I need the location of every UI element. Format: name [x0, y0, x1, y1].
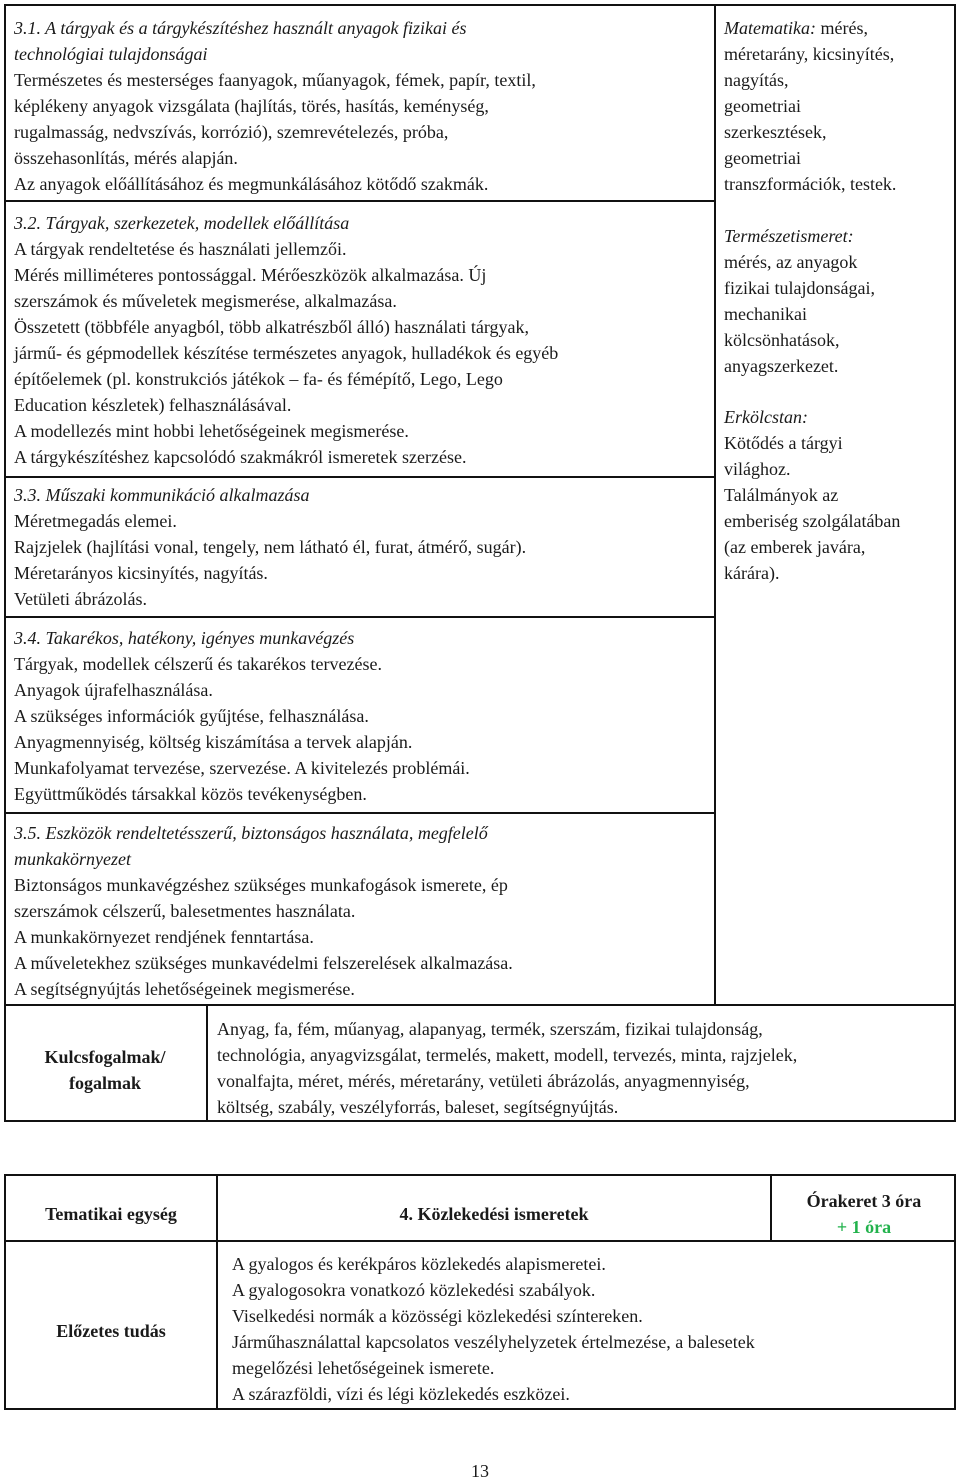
section-text: A munkakörnyezet rendjének fenntartása. [14, 927, 314, 947]
section-text: Természetes és mesterséges faanyagok, műanyagok, fémek, papír, textil, [14, 70, 536, 90]
section-text: Az anyagok előállításához és megmunkálásához kötődő szakmák. [14, 174, 489, 194]
section-text: Méretmegadás elemei. [14, 511, 177, 531]
section-text: Együttműködés társakkal közös tevékenységben. [14, 784, 367, 804]
connection-text: kárára). [724, 563, 780, 583]
prior-knowledge-label: Előzetes tudás [56, 1321, 166, 1341]
connection-text: Találmányok az [724, 485, 839, 505]
section-text: Biztonságos munkavégzéshez szükséges munkafogások ismerete, ép [14, 875, 508, 895]
section-text: Education készletek) felhasználásával. [14, 395, 292, 415]
section-3-2 [14, 210, 709, 470]
section-text: Anyagmennyiség, költség kiszámítása a tervek alapján. [14, 732, 413, 752]
connection-text: mérés, az anyagok [724, 252, 858, 272]
section-text: A műveletekhez szükséges munkavédelmi felszerelések alkalmazása. [14, 953, 513, 973]
connection-text: anyagszerkezet. [724, 356, 839, 376]
section-text: A tárgykészítéshez kapcsolódó szakmákról ismeretek szerzése. [14, 447, 467, 467]
unit-title: 4. Közlekedési ismeretek [399, 1204, 589, 1224]
section-text: Rajzjelek (hajlítási vonal, tengely, nem látható él, furat, átmérő, sugár). [14, 537, 527, 557]
connection-label: Természetismeret: [724, 226, 854, 246]
key-concepts-label: Kulcsfogalmak/ fogalmak [44, 1047, 166, 1093]
connection-text: méretarány, kicsinyítés, [724, 44, 895, 64]
row-divider [4, 1240, 956, 1242]
connection-ethics [724, 404, 954, 586]
section-divider [4, 476, 714, 478]
section-text: A segítségnyújtás lehetőségeinek megismerése. [14, 979, 355, 999]
section-divider [4, 200, 714, 202]
connection-label: Matematika: [724, 18, 816, 38]
section-divider [4, 812, 714, 814]
unit-label: Tematikai egység [45, 1204, 177, 1224]
section-title: 3.4. Takarékos, hatékony, igényes munkavégzés [14, 628, 355, 648]
prior-knowledge-text: A gyalogos és kerékpáros közlekedés alapismeretei. A gyalogosokra vonatkozó közlekedési szabályok. Viselkedési normák a közösségi közlekedési színtereken. Járműhasználattal kapcsolatos veszélyhelyzetek értelmezése, a balesetek megelőzési lehetőségeinek ismerete. A szárazföldi, vízi és légi közlekedés eszközei. [232, 1254, 755, 1404]
section-text: építőelemek (pl. konstrukciós játékok – fa- és fémépítő, Lego, Lego [14, 369, 503, 389]
column-divider [206, 1004, 208, 1122]
section-title: munkakörnyezet [14, 849, 131, 869]
connection-text: mechanikai [724, 304, 807, 324]
section-3-4 [14, 625, 709, 807]
section-3-3 [14, 482, 709, 612]
section-text: Méretarányos kicsinyítés, nagyítás. [14, 563, 268, 583]
connection-text: transzformációk, testek. [724, 174, 897, 194]
section-title: 3.1. A tárgyak és a tárgykészítéshez használt anyagok fizikai és [14, 18, 467, 38]
section-text: szerszámok és műveletek megismerése, alkalmazása. [14, 291, 397, 311]
section-text: jármű- és gépmodellek készítése természetes anyagok, hulladékok és egyéb [14, 343, 559, 363]
connection-text: geometriai [724, 96, 801, 116]
section-text: Anyagok újrafelhasználása. [14, 680, 213, 700]
section-text: rugalmasság, nedvszívás, korrózió), szemrevételezés, próba, [14, 122, 449, 142]
connection-text: kölcsönhatások, [724, 330, 840, 350]
hours-label: Órakeret 3 óra [806, 1191, 922, 1211]
section-text: képlékeny anyagok vizsgálata (hajlítás, törés, hasítás, keménység, [14, 96, 489, 116]
section-text: Mérés milliméteres pontossággal. Mérőeszközök alkalmazása. Új [14, 265, 487, 285]
section-text: A tárgyak rendeltetése és használati jellemzői. [14, 239, 347, 259]
section-text: Vetületi ábrázolás. [14, 589, 147, 609]
connection-text: fizikai tulajdonságai, [724, 278, 875, 298]
connection-science [724, 223, 954, 379]
section-text: Munkafolyamat tervezése, szervezése. A kivitelezés problémái. [14, 758, 470, 778]
section-divider [4, 616, 714, 618]
connection-text: világhoz. [724, 459, 791, 479]
section-text: Tárgyak, modellek célszerű és takarékos tervezése. [14, 654, 382, 674]
hours-box [772, 1188, 956, 1240]
section-text: A modellezés mint hobbi lehetőségeinek megismerése. [14, 421, 409, 441]
section-title: technológiai tulajdonságai [14, 44, 208, 64]
connection-label: Erkölcstan: [724, 407, 808, 427]
connection-text: szerkesztések, [724, 122, 827, 142]
section-text: Összetett (többféle anyagból, több alkatrészből álló) használati tárgyak, [14, 317, 529, 337]
section-text: összehasonlítás, mérés alapján. [14, 148, 238, 168]
section-3-1 [14, 15, 709, 197]
section-title: 3.5. Eszközök rendeltetésszerű, biztonságos használata, megfelelő [14, 823, 488, 843]
connection-text: emberiség szolgálatában [724, 511, 901, 531]
connection-text: (az emberek javára, [724, 537, 866, 557]
section-3-5 [14, 820, 709, 1002]
section-title: 3.2. Tárgyak, szerkezetek, modellek előállítása [14, 213, 350, 233]
connection-text: nagyítás, [724, 70, 789, 90]
connection-text: mérés, [815, 18, 868, 38]
connection-text: geometriai [724, 148, 801, 168]
section-text: szerszámok célszerű, balesetmentes használata. [14, 901, 356, 921]
section-title: 3.3. Műszaki kommunikáció alkalmazása [14, 485, 310, 505]
connection-text: Kötődés a tárgyi [724, 433, 843, 453]
key-concepts-text: Anyag, fa, fém, műanyag, alapanyag, termék, szerszám, fizikai tulajdonság, technológia, anyagvizsgálat, termelés, makett, modell, tervezés, minta, rajzjelek, vonalfajta, méret, mérés, méretarány, vetületi ábrázolás, anyagmennyiség, költség, szabály, veszélyforrás, baleset, segítségnyújtás. [217, 1019, 798, 1117]
hours-extra: + 1 óra [836, 1217, 892, 1237]
page-number: 13 [471, 1461, 489, 1481]
section-text: A szükséges információk gyűjtése, felhasználása. [14, 706, 369, 726]
connection-math [724, 15, 954, 197]
